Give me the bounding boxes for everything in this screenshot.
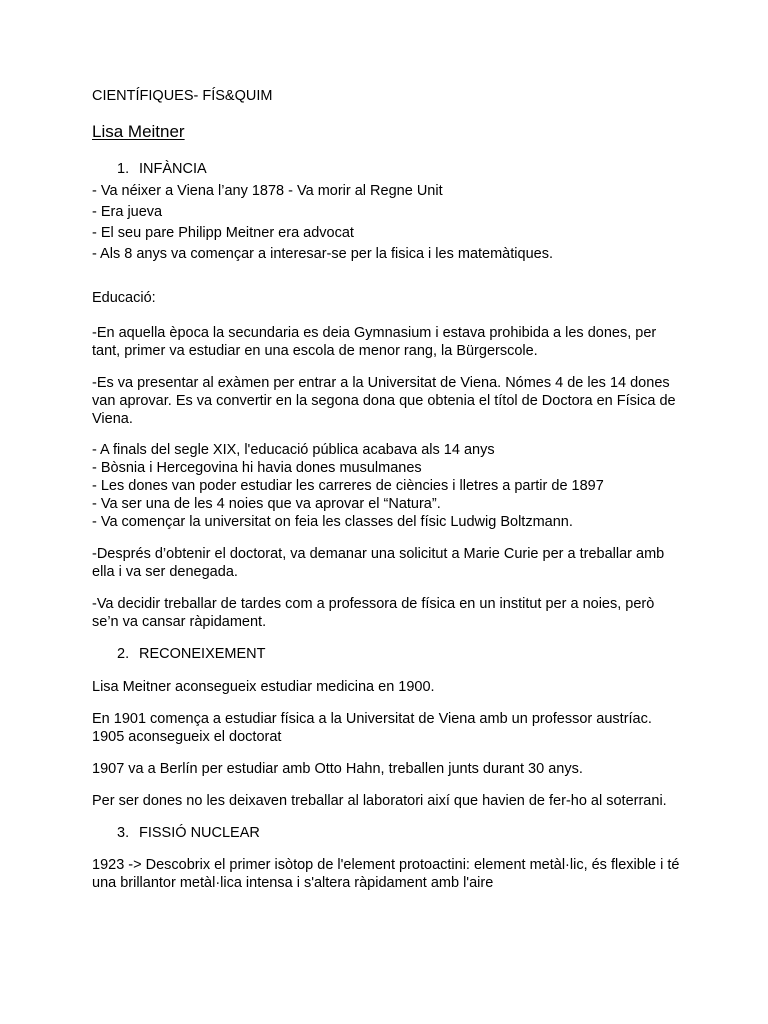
infancia-list — [92, 181, 553, 265]
list-item: - Va ser una de les 4 noies que va aprovar el “Natura”. — [92, 496, 441, 512]
paragraph: 1923 -> Descobrix el primer isòtop de l'element protoactini: element metàl·lic, és flexible i té una brillantor metàl·lica intensa i s'altera ràpidament amb l'aire — [92, 857, 680, 891]
section-heading-text: RECONEIXEMENT — [139, 646, 266, 662]
document-title: Lisa Meitner — [92, 122, 185, 141]
paragraph: -En aquella època la secundaria es deia Gymnasium i estava prohibida a les dones, per tant, primer va estudiar en una escola de menor rang, la Bürgerscole. — [92, 325, 657, 359]
section-heading-reconeixement — [117, 645, 266, 663]
paragraph: Lisa Meitner aconsegueix estudiar medicina en 1900. — [92, 679, 435, 695]
list-item: - El seu pare Philipp Meitner era advocat — [92, 225, 354, 241]
section-heading-text: FISSIÓ NUCLEAR — [139, 825, 260, 841]
section-heading-infancia — [117, 160, 207, 178]
list-item: - Bòsnia i Hercegovina hi havia dones musulmanes — [92, 460, 422, 476]
education-label: Educació: — [92, 290, 156, 306]
section-number: 3. — [117, 825, 130, 841]
paragraph: 1907 va a Berlín per estudiar amb Otto Hahn, treballen junts durant 30 anys. — [92, 761, 583, 777]
section-heading-text: INFÀNCIA — [139, 161, 207, 177]
list-item: - Va néixer a Viena l’any 1878 - Va morir al Regne Unit — [92, 183, 443, 199]
section-number: 1. — [117, 161, 130, 177]
list-item: - Era jueva — [92, 204, 163, 220]
list-item: - A finals del segle XIX, l'educació pública acabava als 14 anys — [92, 442, 495, 458]
paragraph: -Va decidir treballar de tardes com a professora de física en un institut per a noies, però se’n va cansar ràpidament. — [92, 596, 655, 630]
paragraph: -Es va presentar al exàmen per entrar a la Universitat de Viena. Nómes 4 de les 14 dones van aprovar. Es va convertir en la segona dona que obtenia el títol de Doctora en Física de Viena. — [92, 375, 676, 427]
paragraph: Per ser dones no les deixaven treballar al laboratori així que havien de fer-ho al soterrani. — [92, 793, 667, 809]
education-list — [92, 441, 604, 531]
list-item: - Les dones van poder estudiar les carreres de ciències i lletres a partir de 1897 — [92, 478, 604, 494]
list-item: - Als 8 anys va començar a interesar-se per la fisica i les matemàtiques. — [92, 246, 553, 262]
list-item: - Va començar la universitat on feia les classes del físic Ludwig Boltzmann. — [92, 514, 573, 530]
paragraph: -Després d’obtenir el doctorat, va demanar una solicitut a Marie Curie per a treballar amb ella i va ser denegada. — [92, 546, 665, 580]
section-number: 2. — [117, 646, 130, 662]
document-header: CIENTÍFIQUES- FÍS&QUIM — [92, 88, 273, 104]
section-heading-fissio-nuclear — [117, 824, 260, 842]
paragraph: En 1901 comença a estudiar física a la Universitat de Viena amb un professor austríac. 1905 aconsegueix el doctorat — [92, 711, 652, 745]
